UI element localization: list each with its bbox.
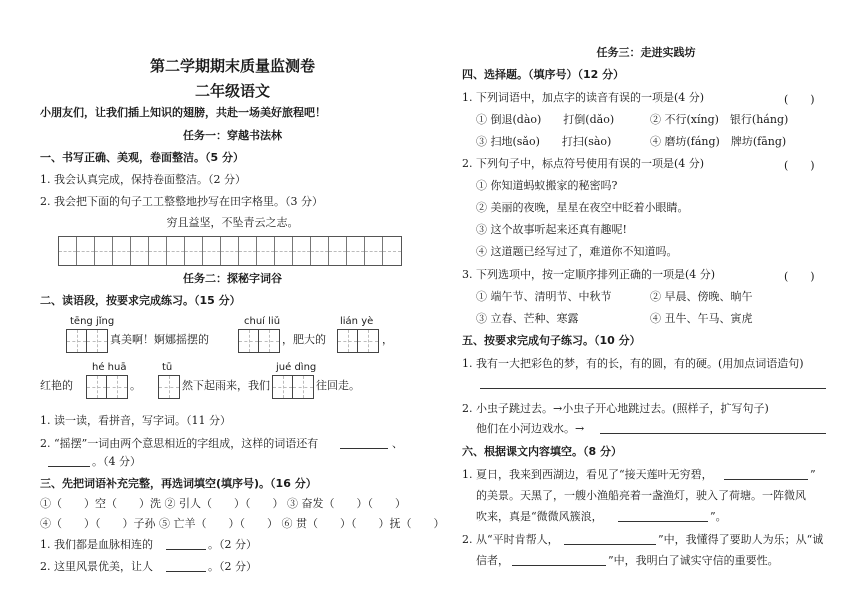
passage-text-c: ， bbox=[382, 333, 393, 346]
sentence-q2-prompt: 他们在小河边戏水。→ bbox=[476, 422, 585, 435]
task3-heading: 任务三：走进实践坊 bbox=[596, 46, 696, 59]
fill-q1-quote: ” bbox=[810, 468, 816, 481]
section2-q1: 1. 读一读，看拼音，写字词。（11 分） bbox=[40, 414, 231, 427]
task2-heading: 任务二：探秘字词谷 bbox=[183, 272, 282, 285]
choice-q1-option3: ③ 扫地(sǎo) 打扫(sào) bbox=[476, 135, 612, 148]
intro-text: 小朋友们，让我们插上知识的翅膀，共赴一场美好旅程吧！ bbox=[40, 106, 326, 119]
choice-q1-answer[interactable]: ( ) bbox=[784, 93, 815, 106]
choice-q3: 3. 下列选项中，按一定顺序排列正确的一项是(4 分) bbox=[462, 268, 716, 281]
fill-q1-part2: 的美景。天黑了，一艘小渔船亮着一盏渔灯，驶入了荷塘。一阵微风 bbox=[476, 489, 806, 502]
writing-grid[interactable] bbox=[58, 236, 402, 266]
separator-comma: 、 bbox=[392, 437, 403, 450]
answer-line-synonym-1[interactable] bbox=[340, 448, 388, 449]
answer-box-lianye[interactable] bbox=[337, 329, 379, 353]
answer-box-chuiliu[interactable] bbox=[238, 329, 280, 353]
fill-q1-part1: 1. 夏日，我来到西湖边，看见了“接天莲叶无穷碧， bbox=[462, 468, 713, 481]
answer-line-sentence-q1[interactable] bbox=[480, 388, 826, 389]
passage-text-e: 。 bbox=[130, 379, 141, 392]
section3-q1-score: 。（2 分） bbox=[208, 538, 257, 551]
sentence-q1: 1. 我有一大把彩色的梦，有的长，有的圆，有的硬。(用加点词语造句) bbox=[462, 357, 804, 370]
section3-q2-score: 。（2 分） bbox=[208, 560, 257, 573]
choice-q1-option1: ① 倒退(dào) 打倒(dǎo) bbox=[476, 113, 615, 126]
choice-q3-option3: ③ 立春、芒种、寒露 bbox=[476, 312, 579, 325]
choice-q2-option3: ③ 这个故事听起来还真有趣呢! bbox=[476, 223, 627, 236]
section1-q1: 1. 我会认真完成，保持卷面整洁。（2 分） bbox=[40, 173, 246, 186]
section4-heading: 四、选择题。（填序号）（12 分） bbox=[462, 68, 625, 81]
exam-title: 第二学期期末质量监测卷 bbox=[149, 57, 315, 75]
choice-q3-option1: ① 端午节、清明节、中秋节 bbox=[476, 290, 612, 303]
pinyin-jueding: jué dìng bbox=[276, 362, 317, 373]
fill-q2-part3: 信者， bbox=[476, 554, 509, 567]
section3-q2: 2. 这里风景优美，让人 bbox=[40, 560, 153, 573]
choice-q1-option2: ② 不行(xíng) 银行(háng) bbox=[650, 113, 789, 126]
fill-q2-part1: 2. 从“平时肯帮人， bbox=[462, 533, 559, 546]
answer-line-s3q1[interactable] bbox=[166, 549, 206, 550]
passage-text-b: ，肥大的 bbox=[282, 333, 326, 346]
choice-q2: 2. 下列句子中，标点符号使用有误的一项是(4 分) bbox=[462, 157, 705, 170]
choice-q1: 1. 下列词语中，加点字的读音有误的一项是(4 分) bbox=[462, 91, 705, 104]
answer-line-fill-q1b[interactable] bbox=[618, 521, 708, 522]
choice-q2-answer[interactable]: ( ) bbox=[784, 159, 815, 172]
answer-box-tengjing[interactable] bbox=[66, 329, 108, 353]
choice-q3-answer[interactable]: ( ) bbox=[784, 270, 815, 283]
choice-q2-option1: ① 你知道蚂蚁搬家的秘密吗? bbox=[476, 179, 618, 192]
passage-text-g: 往回走。 bbox=[316, 379, 360, 392]
pinyin-hehua: hé huā bbox=[92, 362, 127, 373]
fill-q1-end: ”。 bbox=[710, 510, 727, 523]
passage-text-f: 然下起雨来，我们 bbox=[182, 379, 270, 392]
section3-row1: ①（ ）空（ ）洗 ② 引人（ ）（ ） ③ 奋发（ ）（ ） bbox=[40, 497, 406, 510]
choice-q2-option4: ④ 这道题已经写过了，难道你不知道吗。 bbox=[476, 245, 678, 258]
section2-q2: 2. “摇摆”一词由两个意思相近的字组成，这样的词语还有 bbox=[40, 437, 319, 450]
section1-q2: 2. 我会把下面的句子工工整整地抄写在田字格里。（3 分） bbox=[40, 195, 323, 208]
answer-line-fill-q1a[interactable] bbox=[724, 479, 808, 480]
fill-q1-part3: 吹来，真是“微微风簇浪， bbox=[476, 510, 603, 523]
choice-q2-option2: ② 美丽的夜晚，星星在夜空中眨着小眼睛。 bbox=[476, 201, 689, 214]
section3-q1: 1. 我们都是血脉相连的 bbox=[40, 538, 153, 551]
section3-heading: 三、先把词语补充完整，再选词填空(填序号)。（16 分） bbox=[40, 477, 317, 490]
fill-q2-part2: ”中，我懂得了要助人为乐；从“诚 bbox=[658, 533, 824, 546]
fill-q2-part4: ”中，我明白了诚实守信的重要性。 bbox=[608, 554, 779, 567]
exam-subtitle: 二年级语文 bbox=[194, 82, 270, 100]
choice-q1-option4: ④ 磨坊(fáng) 牌坊(fāng) bbox=[650, 135, 787, 148]
section2-heading: 二、读语段，按要求完成练习。（15 分） bbox=[40, 294, 241, 307]
answer-box-hehua[interactable] bbox=[86, 375, 128, 399]
passage-text-d: 红艳的 bbox=[40, 379, 73, 392]
answer-line-fill-q2a[interactable] bbox=[564, 544, 656, 545]
answer-box-tu[interactable] bbox=[158, 375, 180, 399]
sentence-q2: 2. 小虫子跳过去。→小虫子开心地跳过去。(照样子，扩写句子) bbox=[462, 402, 769, 415]
copy-sentence: 穷且益坚，不坠青云之志。 bbox=[166, 216, 299, 229]
section3-row2: ④（ ）（ ）子孙 ⑤ 亡羊（ ）（ ） ⑥ 贯（ ）（ ）抚（ ） bbox=[40, 517, 445, 530]
answer-line-s3q2[interactable] bbox=[166, 571, 206, 572]
pinyin-tu: tū bbox=[162, 362, 173, 373]
answer-box-jueding[interactable] bbox=[272, 375, 314, 399]
section2-q2-score: 。（4 分） bbox=[92, 455, 141, 468]
choice-q3-option4: ④ 丑牛、午马、寅虎 bbox=[650, 312, 753, 325]
section5-heading: 五、按要求完成句子练习。（10 分） bbox=[462, 334, 641, 347]
answer-line-sentence-q2[interactable] bbox=[600, 433, 826, 434]
answer-line-synonym-2[interactable] bbox=[48, 466, 90, 467]
section1-heading: 一、书写正确、美观，卷面整洁。（5 分） bbox=[40, 151, 244, 164]
section6-heading: 六、根据课文内容填空。（8 分） bbox=[462, 445, 622, 458]
task1-heading: 任务一：穿越书法林 bbox=[183, 129, 282, 142]
pinyin-lianye: lián yè bbox=[340, 316, 374, 327]
pinyin-tengjing: tēng jǐng bbox=[70, 316, 115, 327]
answer-line-fill-q2b[interactable] bbox=[512, 565, 606, 566]
pinyin-chuiliu: chuí liǔ bbox=[244, 316, 281, 327]
passage-text-a: 真美啊！婀娜摇摆的 bbox=[110, 333, 209, 346]
choice-q3-option2: ② 早晨、傍晚、晌午 bbox=[650, 290, 753, 303]
